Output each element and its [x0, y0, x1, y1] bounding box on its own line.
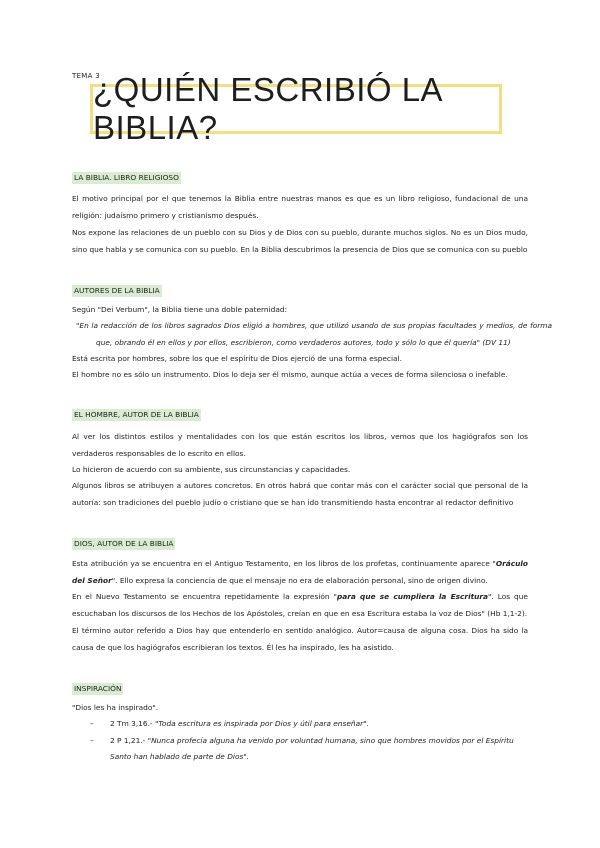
- paragraph: Nos expone las relaciones de un pueblo con su Dios y de Dios con su pueblo, durante muchos siglos. No es un Dios mudo, sino que habla y se comunica con su pueblo. En la Biblia descubrimos la presencia de Dios que se comunica con su pueblo: [72, 228, 528, 254]
- paragraph: Según "Dei Verbum", la Biblia tiene una doble paternidad:: [72, 305, 288, 314]
- emphasis: para que se cumpliera la Escritura: [336, 592, 489, 601]
- section-heading-hombre-autor: EL HOMBRE, AUTOR DE LA BIBLIA: [74, 410, 199, 419]
- section-heading-dios-autor: DIOS, AUTOR DE LA BIBLIA: [74, 539, 174, 548]
- topic-label: TEMA 3: [72, 72, 101, 80]
- citation-ref: 2 P 1,21.-: [110, 735, 148, 745]
- text: ". Los que escuchaban los discursos de los Hechos de los Apóstoles, creían en que en esa Escritura estaba la voz de Dios" (Hb 1,1-2).: [72, 592, 528, 618]
- paragraph: [72, 556, 528, 589]
- page-title: ¿QUIÉN ESCRIBIÓ LA BIBLIA?: [93, 71, 442, 146]
- title-box: [90, 71, 502, 146]
- paragraph: Algunos libros se atribuyen a autores concretos. En otros habrá que contar más con el carácter social que personal de la autoría: son tradiciones del pueblo judío o cristiano que se han ido transmitiendo hasta encontrar al redactor definitivo: [72, 481, 528, 507]
- paragraph: "Dios les ha inspirado".: [72, 703, 159, 712]
- dash-bullet: –: [90, 719, 94, 728]
- paragraph: El término autor referido a Dios hay que entenderlo en sentido analógico. Autor=causa de alguna cosa. Dios ha sido la causa de que los hagiógrafos escribieran los textos. Él les ha inspirado, les ha asistido.: [72, 626, 528, 652]
- citation-list: [72, 716, 528, 766]
- text: Esta atribución ya se encuentra en el Antiguo Testamento, en los libros de los profetas, continuamente aparece ": [72, 559, 496, 568]
- paragraph: [72, 589, 528, 622]
- section-heading-autores: AUTORES DE LA BIBLIA: [74, 286, 160, 295]
- quote-dei-verbum: "En la redacción de los libros sagrados Dios eligió a hombres, que utilizó usando de sus propias facultades y medios, de forma que, obrando él en ellos y por ellos, escribieron, como verdaderos autores, todo y sólo lo que él quería" (DV 11): [76, 321, 552, 347]
- citation-text: "Nunca profecía alguna ha venido por voluntad humana, sino que hombres movidos por el Espíritu Santo han hablado de parte de Dios".: [110, 735, 514, 761]
- section-heading-libro-religioso: LA BIBLIA. LIBRO RELIGIOSO: [74, 173, 179, 182]
- list-item: [72, 716, 528, 733]
- paragraph: El hombre no es sólo un instrumento. Dios lo deja ser él mismo, aunque actúa a veces de forma silenciosa o inefable.: [72, 370, 508, 379]
- emphasis: Oráculo del Señor: [72, 559, 528, 585]
- text: ". Ello expresa la conciencia de que el mensaje no era de elaboración personal, sino de origen divino.: [111, 575, 488, 585]
- list-item: [72, 733, 528, 766]
- dash-bullet: –: [90, 735, 94, 745]
- paragraph: Está escrita por hombres, sobre los que el espíritu de Dios ejerció de una forma especial.: [72, 354, 402, 363]
- paragraph: Lo hicieron de acuerdo con su ambiente, sus circunstancias y capacidades.: [72, 465, 351, 474]
- section-heading-inspiracion: INSPIRACIÓN: [74, 684, 122, 693]
- text: En el Nuevo Testamento se encuentra repetidamente la expresión ": [72, 592, 337, 601]
- paragraph: El motivo principal por el que tenemos la Biblia entre nuestras manos es que es un libro religioso, fundacional de una religión: judaísmo primero y cristianismo después.: [72, 194, 528, 220]
- citation-text: "Toda escritura es inspirada por Dios y útil para enseñar".: [154, 719, 369, 728]
- paragraph: Al ver los distintos estilos y mentalidades con los que están escritos los libros, vemos que los hagiógrafos son los verdaderos responsables de lo escrito en ellos.: [72, 432, 528, 458]
- citation-ref: 2 Tm 3,16.-: [110, 719, 155, 728]
